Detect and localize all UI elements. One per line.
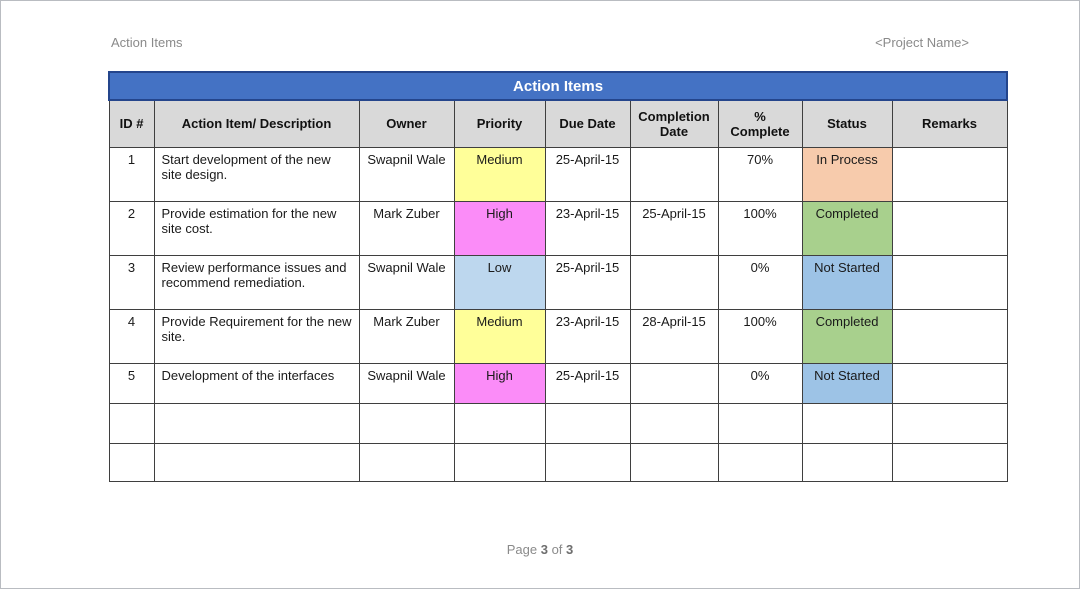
cell-completion-date xyxy=(630,255,718,309)
cell-completion-date xyxy=(630,147,718,201)
cell-due-date: 25-April-15 xyxy=(545,147,630,201)
cell-pct-complete: 100% xyxy=(718,309,802,363)
cell-remarks xyxy=(892,309,1007,363)
table-row-empty xyxy=(109,403,1007,443)
cell-empty xyxy=(109,443,154,481)
cell-status: Completed xyxy=(802,309,892,363)
cell-empty xyxy=(718,443,802,481)
cell-empty xyxy=(802,443,892,481)
column-header-description: Action Item/ Description xyxy=(154,100,359,147)
cell-completion-date: 28-April-15 xyxy=(630,309,718,363)
cell-pct-complete: 100% xyxy=(718,201,802,255)
cell-empty xyxy=(154,443,359,481)
header-title: Action Items xyxy=(111,35,183,50)
cell-priority: Low xyxy=(454,255,545,309)
cell-empty xyxy=(109,403,154,443)
cell-pct-complete: 0% xyxy=(718,363,802,403)
table-title-row xyxy=(109,72,1007,100)
table-header-row xyxy=(109,100,1007,147)
cell-owner: Mark Zuber xyxy=(359,201,454,255)
cell-remarks xyxy=(892,201,1007,255)
cell-completion-date: 25-April-15 xyxy=(630,201,718,255)
footer-page-word: Page xyxy=(506,542,538,557)
table-row xyxy=(109,201,1007,255)
column-header-due-date: Due Date xyxy=(545,100,630,147)
cell-empty xyxy=(545,443,630,481)
column-header-remarks: Remarks xyxy=(892,100,1007,147)
column-header-pct-complete: % Complete xyxy=(718,100,802,147)
cell-empty xyxy=(892,443,1007,481)
column-header-owner: Owner xyxy=(359,100,454,147)
cell-remarks xyxy=(892,147,1007,201)
cell-priority: Medium xyxy=(454,309,545,363)
page-footer xyxy=(1,542,1079,557)
column-header-status: Status xyxy=(802,100,892,147)
table-row xyxy=(109,309,1007,363)
cell-description: Start development of the new site design. xyxy=(154,147,359,201)
cell-id: 4 xyxy=(109,309,154,363)
column-header-id: ID # xyxy=(109,100,154,147)
cell-empty xyxy=(718,403,802,443)
cell-empty xyxy=(892,403,1007,443)
cell-id: 2 xyxy=(109,201,154,255)
cell-status: Completed xyxy=(802,201,892,255)
cell-empty xyxy=(630,403,718,443)
header-project-name: <Project Name> xyxy=(875,35,969,50)
cell-empty xyxy=(359,403,454,443)
table-row xyxy=(109,363,1007,403)
footer-page-number: 3 xyxy=(540,542,548,557)
table-row-empty xyxy=(109,443,1007,481)
cell-description: Review performance issues and recommend remediation. xyxy=(154,255,359,309)
table-row xyxy=(109,147,1007,201)
cell-status: Not Started xyxy=(802,363,892,403)
cell-empty xyxy=(154,403,359,443)
action-items-table xyxy=(108,71,1008,482)
cell-priority: High xyxy=(454,201,545,255)
cell-due-date: 23-April-15 xyxy=(545,201,630,255)
cell-status: Not Started xyxy=(802,255,892,309)
cell-status: In Process xyxy=(802,147,892,201)
cell-due-date: 25-April-15 xyxy=(545,255,630,309)
cell-empty xyxy=(545,403,630,443)
footer-page-total: 3 xyxy=(566,542,574,557)
table-row xyxy=(109,255,1007,309)
cell-owner: Swapnil Wale xyxy=(359,147,454,201)
cell-priority: Medium xyxy=(454,147,545,201)
cell-completion-date xyxy=(630,363,718,403)
cell-empty xyxy=(359,443,454,481)
cell-empty xyxy=(802,403,892,443)
cell-remarks xyxy=(892,255,1007,309)
table-title: Action Items xyxy=(109,72,1007,100)
column-header-priority: Priority xyxy=(454,100,545,147)
cell-id: 5 xyxy=(109,363,154,403)
column-header-completion-date: Completion Date xyxy=(630,100,718,147)
cell-empty xyxy=(630,443,718,481)
cell-empty xyxy=(454,403,545,443)
cell-owner: Swapnil Wale xyxy=(359,255,454,309)
cell-description: Provide estimation for the new site cost. xyxy=(154,201,359,255)
cell-description: Provide Requirement for the new site. xyxy=(154,309,359,363)
footer-of-word: of xyxy=(551,542,563,557)
cell-owner: Mark Zuber xyxy=(359,309,454,363)
cell-pct-complete: 0% xyxy=(718,255,802,309)
cell-due-date: 23-April-15 xyxy=(545,309,630,363)
cell-description: Development of the interfaces xyxy=(154,363,359,403)
page-header xyxy=(111,35,969,50)
cell-remarks xyxy=(892,363,1007,403)
cell-id: 3 xyxy=(109,255,154,309)
cell-pct-complete: 70% xyxy=(718,147,802,201)
cell-empty xyxy=(454,443,545,481)
cell-id: 1 xyxy=(109,147,154,201)
cell-priority: High xyxy=(454,363,545,403)
cell-due-date: 25-April-15 xyxy=(545,363,630,403)
cell-owner: Swapnil Wale xyxy=(359,363,454,403)
